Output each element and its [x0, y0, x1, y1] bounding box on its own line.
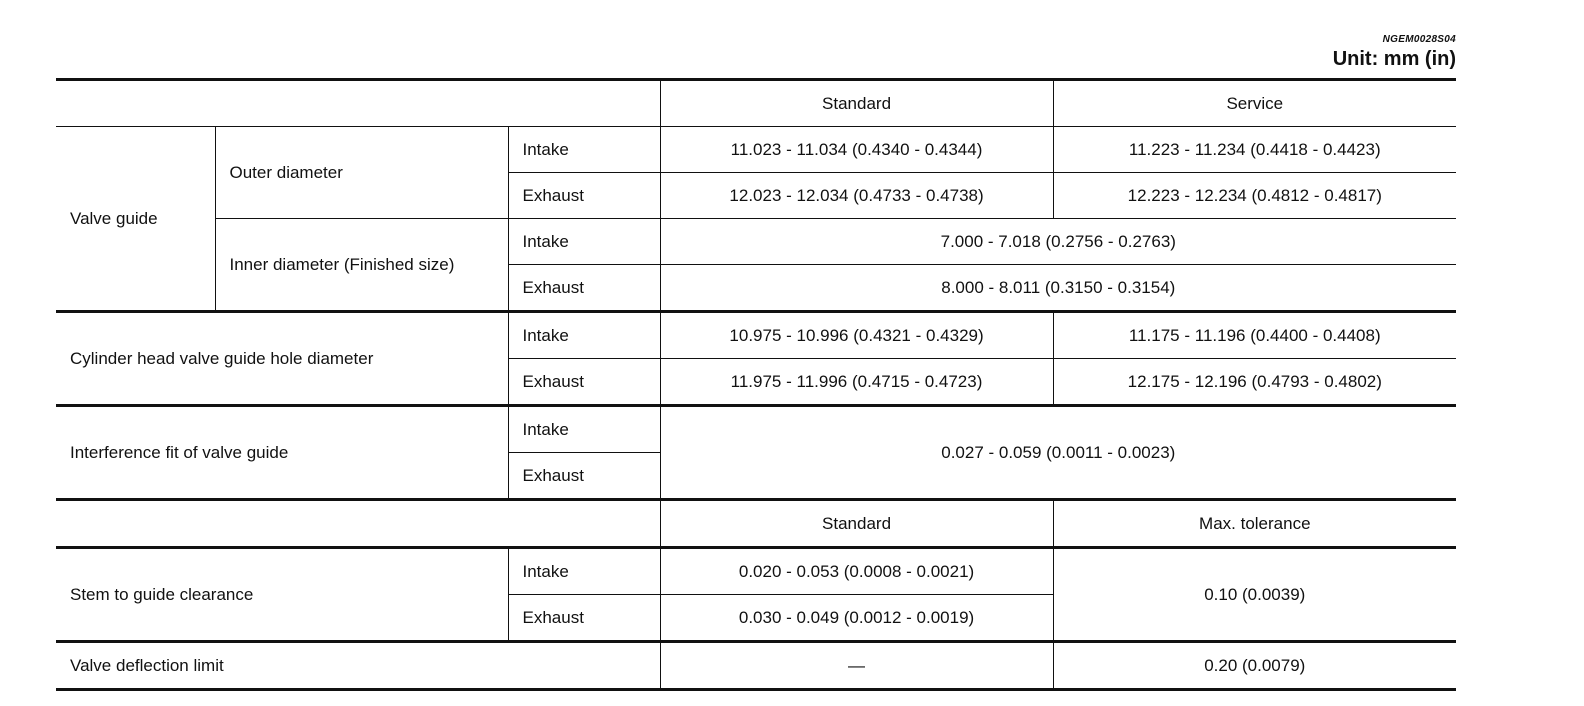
unit-label: Unit: mm (in) [1332, 48, 1456, 70]
exhaust-label: Exhaust [508, 173, 660, 219]
exhaust-label: Exhaust [508, 453, 660, 500]
exhaust-label: Exhaust [508, 595, 660, 642]
table-row [56, 548, 1456, 595]
header-blank-cell [56, 80, 660, 127]
stem-intake-standard: 0.020 - 0.053 (0.0008 - 0.0021) [660, 548, 1053, 595]
inner-diameter-label: Inner diameter (Finished size) [215, 219, 508, 312]
outer-exhaust-standard: 12.023 - 12.034 (0.4733 - 0.4738) [660, 173, 1053, 219]
stem-exhaust-standard: 0.030 - 0.049 (0.0012 - 0.0019) [660, 595, 1053, 642]
document-code: NGEM0028S04 [1382, 34, 1456, 45]
column-header-standard: Standard [660, 80, 1053, 127]
outer-diameter-label: Outer diameter [215, 127, 508, 219]
table-header-row [56, 500, 1456, 548]
inner-exhaust-value: 8.000 - 8.011 (0.3150 - 0.3154) [660, 265, 1456, 312]
intake-label: Intake [508, 406, 660, 453]
column-header-service: Service [1053, 80, 1456, 127]
inner-intake-value: 7.000 - 7.018 (0.2756 - 0.2763) [660, 219, 1456, 265]
intake-label: Intake [508, 548, 660, 595]
exhaust-label: Exhaust [508, 265, 660, 312]
table-row [56, 219, 1456, 265]
intake-label: Intake [508, 127, 660, 173]
stem-max-tolerance: 0.10 (0.0039) [1053, 548, 1456, 642]
intake-label: Intake [508, 312, 660, 359]
deflection-label: Valve deflection limit [56, 642, 660, 690]
column-header-max-tolerance: Max. tolerance [1053, 500, 1456, 548]
outer-intake-service: 11.223 - 11.234 (0.4418 - 0.4423) [1053, 127, 1456, 173]
table-row [56, 312, 1456, 359]
hole-intake-standard: 10.975 - 10.996 (0.4321 - 0.4329) [660, 312, 1053, 359]
intake-label: Intake [508, 219, 660, 265]
stem-clearance-label: Stem to guide clearance [56, 548, 508, 642]
table-header-row [56, 80, 1456, 127]
table-row [56, 127, 1456, 173]
column-header-standard: Standard [660, 500, 1053, 548]
interference-fit-label: Interference fit of valve guide [56, 406, 508, 500]
interference-fit-value: 0.027 - 0.059 (0.0011 - 0.0023) [660, 406, 1456, 500]
hole-exhaust-standard: 11.975 - 11.996 (0.4715 - 0.4723) [660, 359, 1053, 406]
valve-guide-label: Valve guide [56, 127, 215, 312]
table-row [56, 642, 1456, 690]
cylinder-head-hole-label: Cylinder head valve guide hole diameter [56, 312, 508, 406]
outer-exhaust-service: 12.223 - 12.234 (0.4812 - 0.4817) [1053, 173, 1456, 219]
outer-intake-standard: 11.023 - 11.034 (0.4340 - 0.4344) [660, 127, 1053, 173]
deflection-standard: — [660, 642, 1053, 690]
header-blank-cell [56, 500, 660, 548]
table-row [56, 406, 1456, 453]
exhaust-label: Exhaust [508, 359, 660, 406]
hole-exhaust-service: 12.175 - 12.196 (0.4793 - 0.4802) [1053, 359, 1456, 406]
hole-intake-service: 11.175 - 11.196 (0.4400 - 0.4408) [1053, 312, 1456, 359]
deflection-max-tolerance: 0.20 (0.0079) [1053, 642, 1456, 690]
valve-guide-spec-table [56, 78, 1456, 691]
